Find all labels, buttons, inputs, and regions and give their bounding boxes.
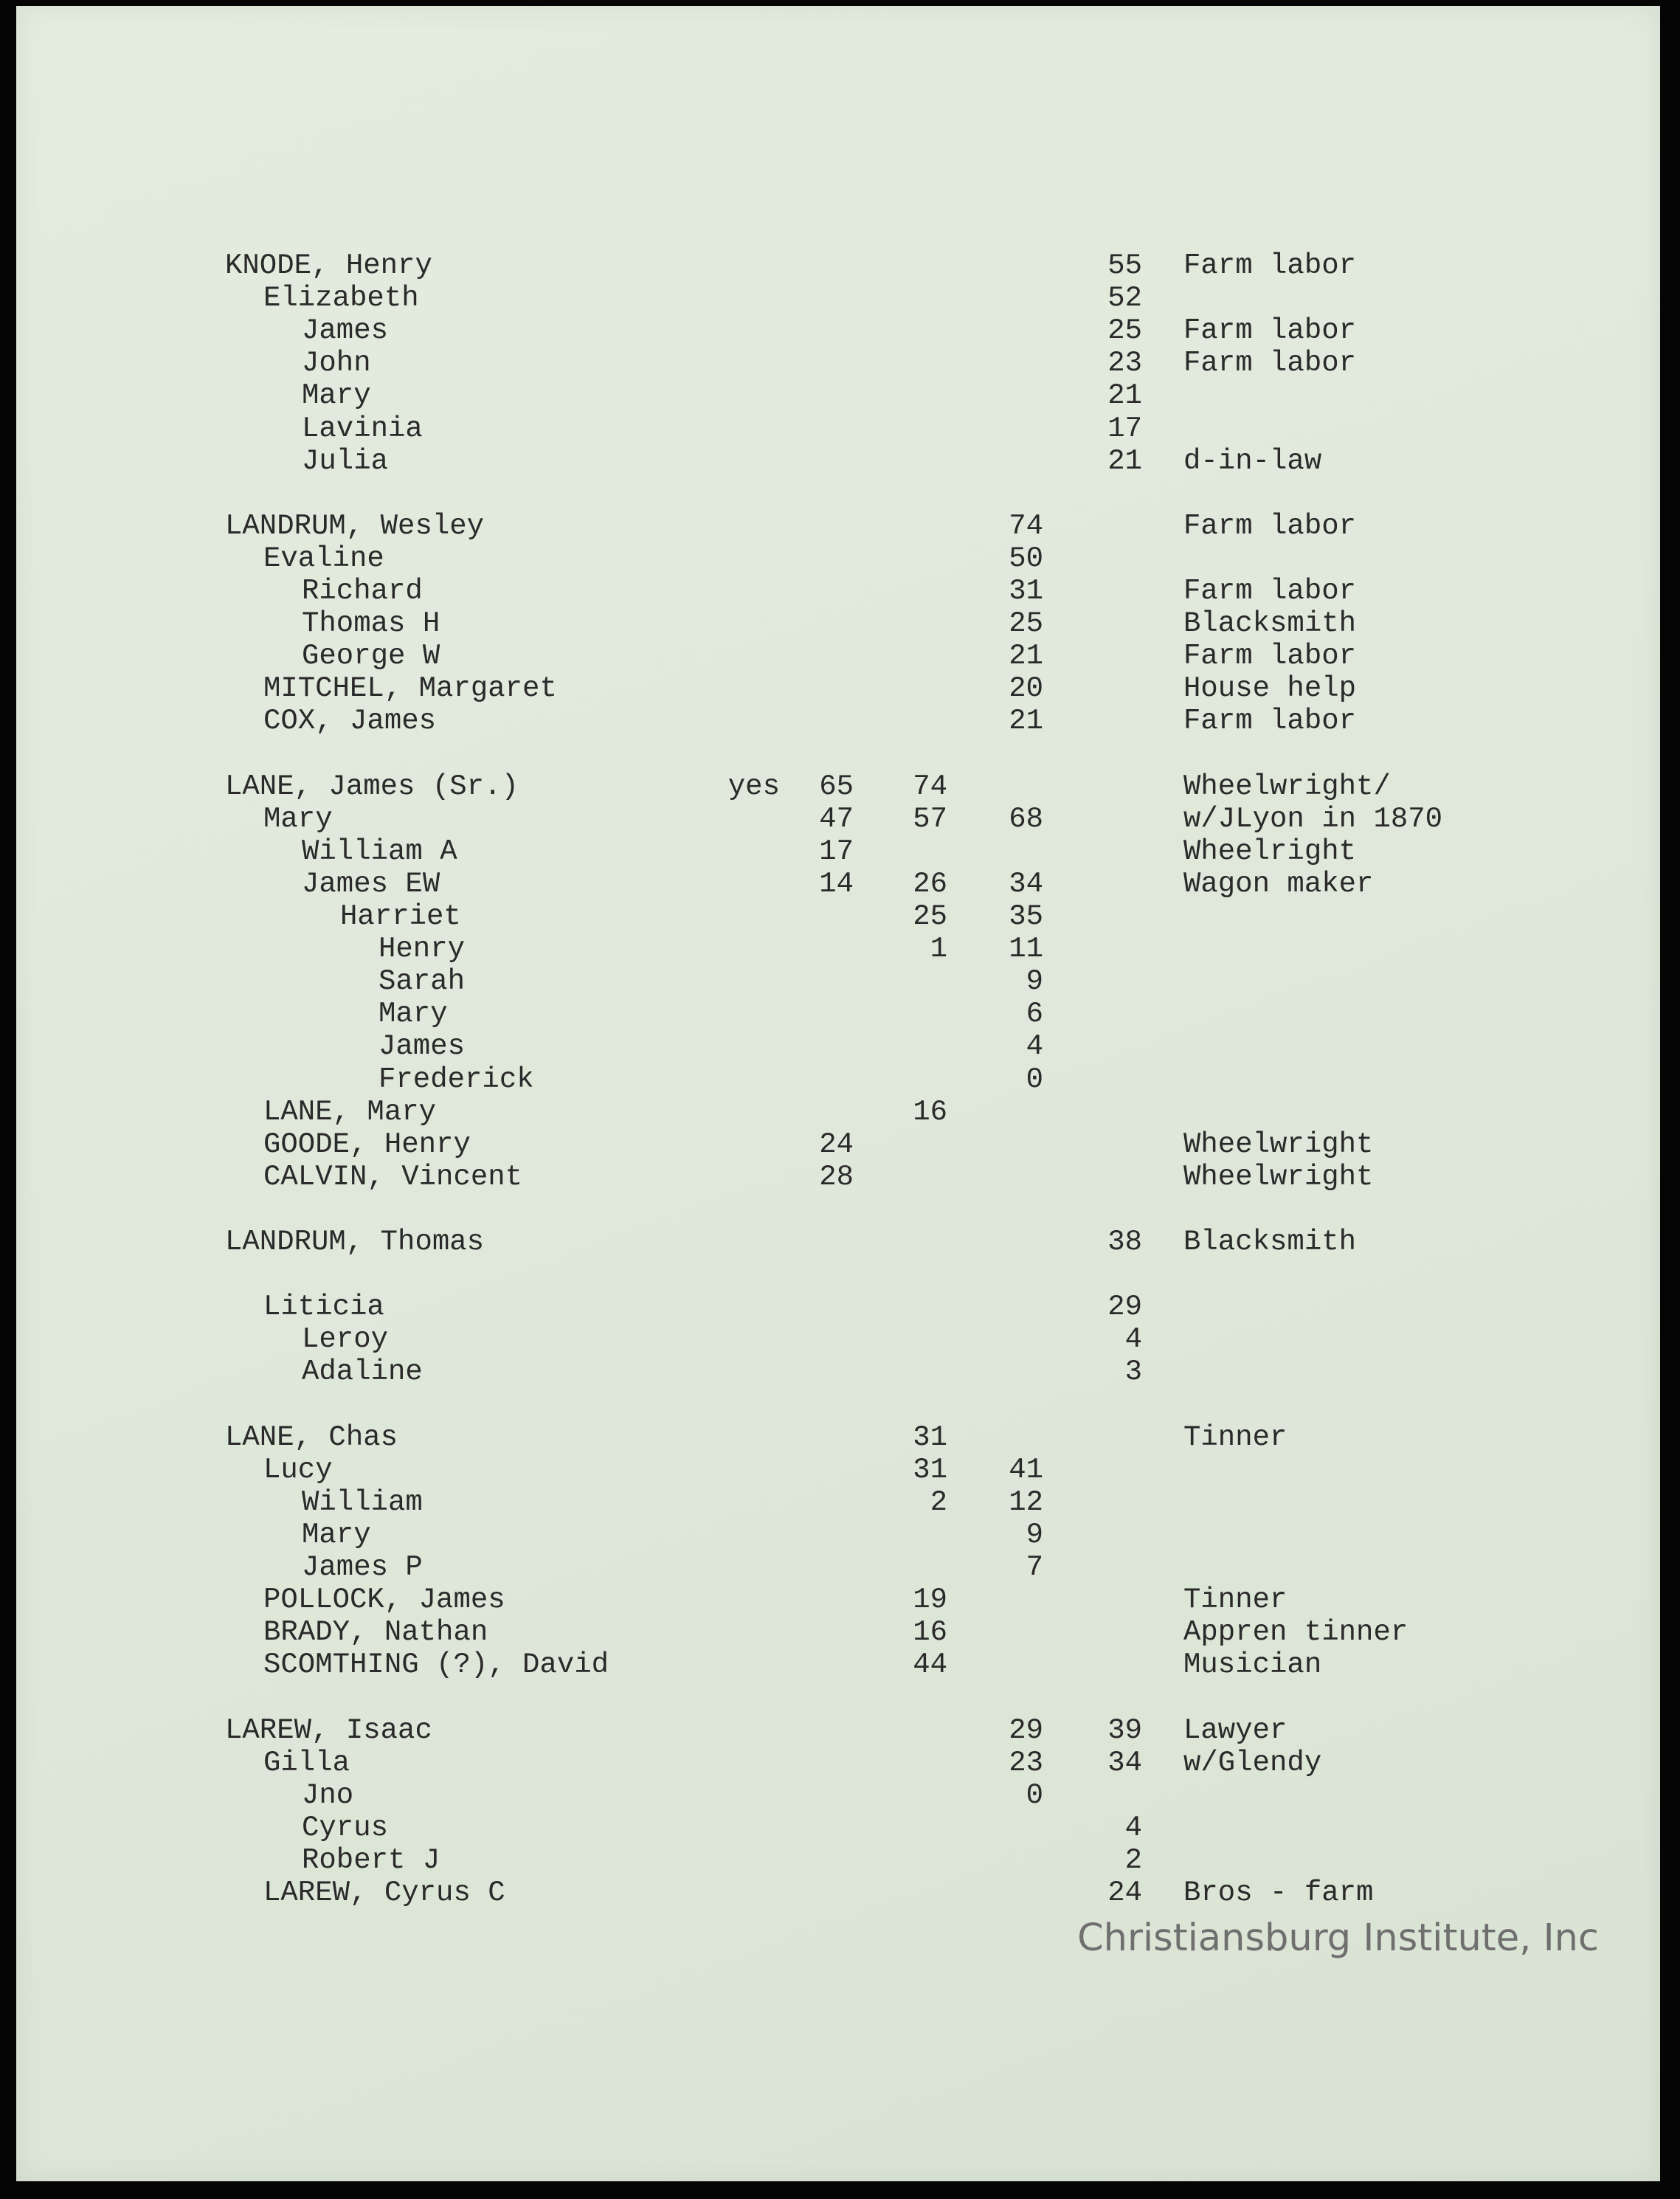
age-value-c3: 2 (930, 1485, 947, 1519)
age-value-c5: 25 (1107, 314, 1142, 348)
person-name: James EW (302, 867, 440, 900)
age-value-c4: 7 (1026, 1551, 1043, 1584)
census-row (16, 1063, 1660, 1096)
person-name: Sarah (378, 965, 466, 998)
census-row (16, 933, 1660, 965)
age-value-c3: 16 (913, 1095, 947, 1128)
census-row (16, 770, 1660, 803)
person-name: LAREW, Isaac (225, 1713, 432, 1747)
occupation: Farm labor (1183, 347, 1357, 380)
person-name: KNODE, Henry (225, 249, 432, 282)
census-row (16, 1226, 1660, 1258)
person-name: LANDRUM, Thomas (225, 1226, 485, 1258)
age-value-c3: 74 (913, 770, 947, 803)
person-name: LANE, Chas (225, 1420, 398, 1454)
age-value-c3: 16 (913, 1616, 947, 1649)
age-value-c4: 74 (1009, 509, 1043, 542)
person-name: James P (302, 1551, 423, 1584)
census-row (16, 1291, 1660, 1323)
person-name: LAREW, Cyrus C (263, 1877, 505, 1909)
census-row (16, 835, 1660, 868)
person-name: MITCHEL, Margaret (263, 672, 557, 705)
census-row (16, 868, 1660, 900)
census-row (16, 607, 1660, 640)
person-name: Thomas H (302, 607, 440, 641)
person-name: James (378, 1030, 466, 1063)
occupation: w/Glendy (1183, 1746, 1322, 1779)
census-row (16, 314, 1660, 347)
age-value-c5: 17 (1107, 412, 1142, 445)
age-value-c4: 25 (1009, 607, 1043, 641)
age-value-c5: 52 (1107, 282, 1142, 315)
person-name: William (302, 1485, 423, 1519)
age-value-c5: 21 (1107, 444, 1142, 477)
age-value-c3: 26 (913, 867, 947, 900)
age-value-c5: 38 (1107, 1226, 1142, 1258)
occupation: House help (1183, 672, 1357, 705)
person-name: George W (302, 640, 440, 673)
census-row (16, 1877, 1660, 1909)
census-row (16, 542, 1660, 575)
age-value-c4: 0 (1026, 1778, 1043, 1812)
person-name: John (302, 347, 371, 380)
person-name: Julia (302, 444, 389, 477)
occupation: Appren tinner (1183, 1616, 1408, 1649)
person-name: LANE, Mary (263, 1095, 437, 1128)
census-row (16, 1779, 1660, 1812)
occupation: Wheelwright/ (1183, 770, 1391, 803)
age-value-c5: 3 (1124, 1356, 1142, 1389)
person-name: Robert J (302, 1843, 440, 1877)
age-value-c4: 21 (1009, 640, 1043, 673)
person-name: LANE, James (Sr.) (225, 770, 519, 803)
age-value-c4: 9 (1026, 965, 1043, 998)
person-name: Lavinia (302, 412, 423, 445)
person-name: Mary (378, 998, 448, 1031)
occupation: Wagon maker (1183, 867, 1374, 900)
occupation: Tinner (1183, 1420, 1287, 1454)
person-name: Cyrus (302, 1811, 389, 1844)
age-value-c3: 44 (913, 1649, 947, 1682)
occupation: Lawyer (1183, 1713, 1287, 1747)
census-row (16, 965, 1660, 998)
person-name: LANDRUM, Wesley (225, 509, 485, 542)
census-row (16, 1519, 1660, 1551)
age-value-c4: 12 (1009, 1485, 1043, 1519)
person-name: Evaline (263, 542, 384, 575)
census-row (16, 445, 1660, 477)
occupation: Wheelright (1183, 835, 1357, 868)
occupation: Tinner (1183, 1584, 1287, 1617)
person-name: POLLOCK, James (263, 1584, 505, 1617)
person-name: CALVIN, Vincent (263, 1160, 523, 1193)
age-value-c5: 4 (1124, 1323, 1142, 1356)
census-row (16, 1161, 1660, 1193)
age-value-c3: 57 (913, 802, 947, 835)
age-value-c4: 4 (1026, 1030, 1043, 1063)
census-row (16, 1128, 1660, 1161)
occupation: Farm labor (1183, 575, 1357, 607)
census-row (16, 1649, 1660, 1681)
census-row (16, 1356, 1660, 1388)
age-value-c1: yes (727, 770, 780, 803)
age-value-c3: 19 (913, 1584, 947, 1617)
census-row (16, 1454, 1660, 1486)
age-value-c5: 21 (1107, 379, 1142, 412)
person-name: Liticia (263, 1291, 384, 1324)
census-row (16, 1421, 1660, 1454)
age-value-c4: 9 (1026, 1518, 1043, 1551)
person-name: BRADY, Nathan (263, 1616, 488, 1649)
person-name: Gilla (263, 1746, 350, 1779)
age-value-c4: 0 (1026, 1063, 1043, 1096)
person-name: Mary (302, 379, 371, 412)
person-name: GOODE, Henry (263, 1128, 471, 1161)
age-value-c4: 23 (1009, 1746, 1043, 1779)
person-name: Adaline (302, 1356, 423, 1389)
age-value-c5: 24 (1107, 1877, 1142, 1909)
age-value-c4: 21 (1009, 705, 1043, 738)
census-row (16, 510, 1660, 542)
census-row (16, 900, 1660, 933)
occupation: Wheelwright (1183, 1128, 1374, 1161)
occupation: Blacksmith (1183, 1226, 1357, 1258)
age-value-c5: 55 (1107, 249, 1142, 282)
person-name: Harriet (340, 900, 461, 933)
person-name: SCOMTHING (?), David (263, 1649, 609, 1682)
census-row (16, 1616, 1660, 1649)
census-row (16, 803, 1660, 835)
age-value-c2: 14 (819, 867, 854, 900)
census-row (16, 1258, 1660, 1291)
person-name: Mary (302, 1518, 371, 1551)
census-row (16, 1486, 1660, 1519)
age-value-c4: 34 (1009, 867, 1043, 900)
occupation: w/JLyon in 1870 (1183, 802, 1443, 835)
census-row (16, 705, 1660, 737)
occupation: Blacksmith (1183, 607, 1357, 641)
census-row (16, 1096, 1660, 1128)
age-value-c5: 23 (1107, 347, 1142, 380)
census-row (16, 379, 1660, 412)
age-value-c4: 20 (1009, 672, 1043, 705)
age-value-c3: 1 (930, 933, 947, 966)
age-value-c2: 28 (819, 1160, 854, 1193)
age-value-c5: 29 (1107, 1291, 1142, 1324)
age-value-c3: 25 (913, 900, 947, 933)
age-value-c2: 17 (819, 835, 854, 868)
age-value-c3: 31 (913, 1453, 947, 1486)
census-row (16, 347, 1660, 379)
census-row (16, 1714, 1660, 1747)
person-name: Jno (302, 1778, 354, 1812)
age-value-c5: 4 (1124, 1811, 1142, 1844)
age-value-c2: 24 (819, 1128, 854, 1161)
person-name: Frederick (378, 1063, 534, 1096)
occupation: Farm labor (1183, 249, 1357, 282)
census-row (16, 412, 1660, 445)
census-row (16, 1030, 1660, 1063)
age-value-c4: 11 (1009, 933, 1043, 966)
census-row (16, 249, 1660, 282)
occupation: Farm labor (1183, 314, 1357, 348)
occupation: Musician (1183, 1649, 1322, 1682)
census-row (16, 672, 1660, 705)
age-value-c4: 31 (1009, 575, 1043, 607)
occupation: Farm labor (1183, 640, 1357, 673)
census-row (16, 282, 1660, 314)
occupation: d-in-law (1183, 444, 1322, 477)
person-name: Henry (378, 933, 466, 966)
person-name: William A (302, 835, 457, 868)
person-name: Richard (302, 575, 423, 607)
age-value-c5: 34 (1107, 1746, 1142, 1779)
census-row (16, 1551, 1660, 1584)
age-value-c2: 47 (819, 802, 854, 835)
age-value-c5: 2 (1124, 1843, 1142, 1877)
age-value-c5: 39 (1107, 1713, 1142, 1747)
person-name: Elizabeth (263, 282, 419, 315)
census-row (16, 640, 1660, 672)
person-name: Lucy (263, 1453, 333, 1486)
age-value-c2: 65 (819, 770, 854, 803)
census-row (16, 1747, 1660, 1779)
occupation: Wheelwright (1183, 1160, 1374, 1193)
person-name: COX, James (263, 705, 437, 738)
age-value-c4: 68 (1009, 802, 1043, 835)
watermark: Christiansburg Institute, Inc (1077, 1916, 1599, 1960)
age-value-c4: 41 (1009, 1453, 1043, 1486)
occupation: Bros - farm (1183, 1877, 1374, 1909)
age-value-c4: 50 (1009, 542, 1043, 575)
age-value-c4: 29 (1009, 1713, 1043, 1747)
person-name: James (302, 314, 389, 348)
occupation: Farm labor (1183, 509, 1357, 542)
person-name: Mary (263, 802, 333, 835)
person-name: Leroy (302, 1323, 389, 1356)
census-row (16, 1844, 1660, 1877)
census-row (16, 1584, 1660, 1616)
census-row (16, 1812, 1660, 1844)
document-page (16, 6, 1660, 2181)
census-row (16, 575, 1660, 607)
age-value-c3: 31 (913, 1420, 947, 1454)
census-row (16, 998, 1660, 1030)
age-value-c4: 35 (1009, 900, 1043, 933)
age-value-c4: 6 (1026, 998, 1043, 1031)
census-row (16, 1323, 1660, 1356)
occupation: Farm labor (1183, 705, 1357, 738)
